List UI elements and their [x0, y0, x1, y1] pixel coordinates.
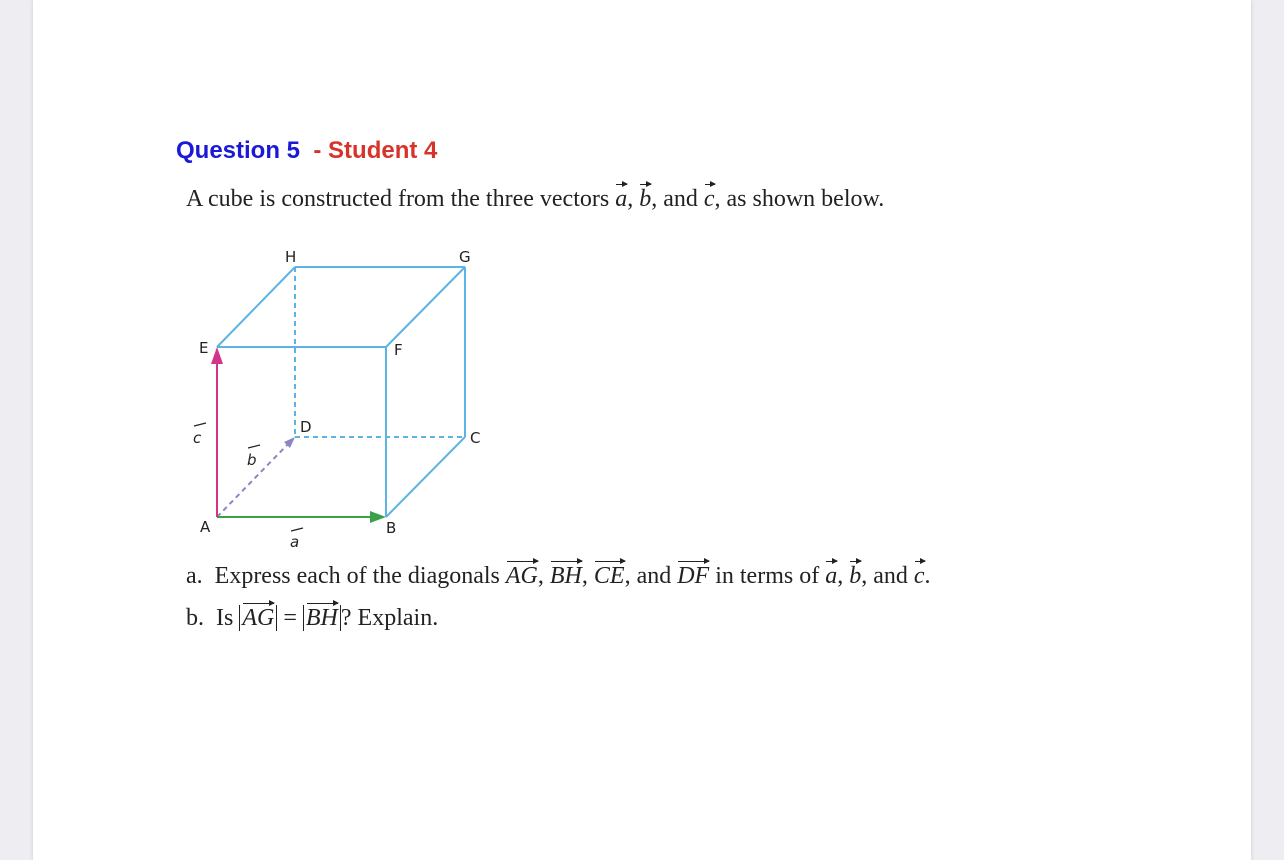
vector-a-head: [370, 511, 386, 523]
text: .: [924, 563, 931, 589]
question-number: Question 5: [176, 137, 301, 164]
diagonal-AG: AG: [505, 563, 538, 589]
label-C: C: [470, 429, 481, 447]
equals: =: [277, 605, 303, 631]
magnitude-AG: [239, 605, 277, 631]
part-b-label: b.: [186, 605, 204, 631]
vector-b-head: [284, 437, 295, 448]
vector-c-label: c: [193, 429, 202, 447]
vector-c: c: [913, 563, 925, 589]
vector-b: b: [639, 186, 652, 212]
diagonal-DF: DF: [677, 563, 710, 589]
part-b: [186, 605, 438, 632]
text: Is: [216, 605, 240, 631]
sep: ,: [537, 563, 550, 589]
sep: , and: [624, 563, 678, 589]
label-A: A: [200, 518, 211, 536]
label-D: D: [300, 418, 312, 436]
text: ? Explain.: [340, 605, 439, 631]
diagonal-AG: AG: [242, 605, 275, 631]
edge-BC: [386, 437, 465, 517]
label-E: E: [199, 339, 209, 357]
intro-after: , as shown below.: [714, 186, 885, 212]
vector-b: b: [849, 563, 862, 589]
part-a-label: a.: [186, 563, 203, 589]
label-F: F: [394, 341, 403, 359]
student-label: - Student 4: [313, 137, 438, 164]
diagonal-BH: BH: [549, 563, 582, 589]
edge-EH: [217, 267, 295, 347]
vector-c: c: [703, 186, 715, 212]
vector-b-label: b: [247, 451, 257, 469]
part-a: [186, 563, 931, 590]
edge-FG: [386, 267, 465, 347]
diagonal-CE: CE: [593, 563, 625, 589]
sep: ,: [581, 563, 594, 589]
sep: , and: [861, 563, 914, 589]
magnitude-BH: [303, 605, 341, 631]
text: in terms of: [709, 563, 826, 589]
label-B: B: [386, 519, 397, 537]
diagonal-BH: BH: [305, 605, 338, 631]
vector-a: a: [615, 186, 628, 212]
vector-a-label: a: [290, 533, 300, 551]
sep: ,: [627, 186, 640, 212]
sep: , and: [651, 186, 704, 212]
vector-label-arrows: [194, 423, 303, 531]
text: Express each of the diagonals: [214, 563, 506, 589]
intro-before: A cube is constructed from the three vectors: [186, 186, 616, 212]
vector-a: a: [825, 563, 838, 589]
label-G: G: [459, 248, 471, 266]
label-H: H: [285, 248, 297, 266]
vector-c-head: [211, 347, 223, 364]
sep: ,: [837, 563, 850, 589]
